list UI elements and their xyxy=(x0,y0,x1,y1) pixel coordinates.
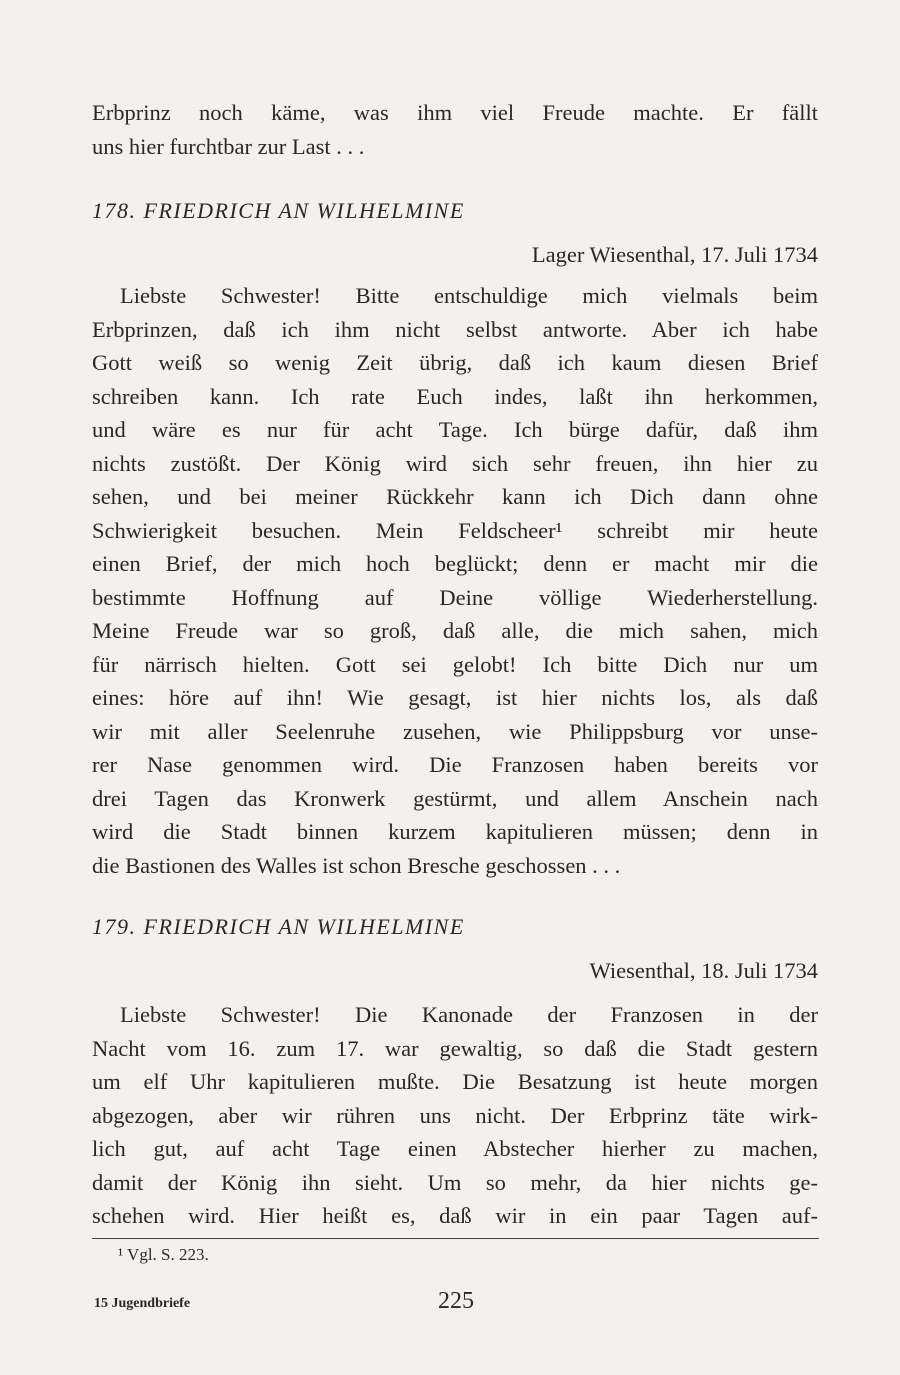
footnote: ¹ Vgl. S. 223. xyxy=(118,1245,209,1264)
text-line: schehen wird. Hier heißt es, daß wir in ein paar Tagen auf- xyxy=(92,1203,818,1228)
text-line: bestimmte Hoffnung auf Deine völlige Wiederherstellung. xyxy=(92,584,818,610)
text-line: Liebste Schwester! Die Kanonade der Franzosen in der xyxy=(120,1002,818,1027)
text-line: einen Brief, der mich hoch beglückt; denn er macht mir die xyxy=(92,551,818,576)
letter-date: Lager Wiesenthal, 17. Juli 1734 xyxy=(531,242,818,267)
text-line: lich gut, auf acht Tage einen Abstecher hierher zu machen, xyxy=(92,1136,818,1161)
text-line: und wäre es nur für acht Tage. Ich bürge dafür, daß ihm xyxy=(92,417,818,442)
text-line: nichts zustößt. Der König wird sich sehr freuen, ihn hier zu xyxy=(92,450,818,476)
letter-body xyxy=(92,998,818,1233)
signature-mark: 15 Jugendbriefe xyxy=(94,1296,191,1311)
text-line: uns hier furchtbar zur Last . . . xyxy=(92,133,365,159)
text-line: um elf Uhr kapitulieren mußte. Die Besatzung ist heute morgen xyxy=(92,1069,818,1094)
text-line: Erbprinzen, daß ich ihm nicht selbst antworte. Aber ich habe xyxy=(92,316,818,342)
text-line: drei Tagen das Kronwerk gestürmt, und allem Anschein nach xyxy=(92,785,818,811)
letter-heading: 178. FRIEDRICH AN WILHELMINE xyxy=(92,198,465,223)
text-line: Meine Freude war so groß, daß alle, die mich sahen, mich xyxy=(92,618,818,643)
text-line: schreiben kann. Ich rate Euch indes, laßt ihn herkommen, xyxy=(92,383,818,409)
text-line: eines: höre auf ihn! Wie gesagt, ist hier nichts los, als daß xyxy=(92,685,818,710)
text-line: damit der König ihn sieht. Um so mehr, da hier nichts ge- xyxy=(92,1169,818,1195)
text-line: die Bastionen des Walles ist schon Bresche geschossen . . . xyxy=(92,852,621,878)
text-line: für närrisch hielten. Gott sei gelobt! Ich bitte Dich nur um xyxy=(92,651,818,677)
intro-paragraph xyxy=(92,96,818,163)
letter-heading: 179. FRIEDRICH AN WILHELMINE xyxy=(92,914,465,939)
footnote-divider xyxy=(92,1238,819,1239)
text-line: abgezogen, aber wir rühren uns nicht. Der Erbprinz täte wirk- xyxy=(92,1102,818,1128)
text-line: Erbprinz noch käme, was ihm viel Freude machte. Er fällt xyxy=(92,100,818,125)
letter-body xyxy=(92,279,818,882)
text-line: sehen, und bei meiner Rückkehr kann ich Dich dann ohne xyxy=(92,484,818,509)
text-line: Gott weiß so wenig Zeit übrig, daß ich kaum diesen Brief xyxy=(92,350,818,375)
text-line: Nacht vom 16. zum 17. war gewaltig, so daß die Stadt gestern xyxy=(92,1035,818,1061)
text-line: wir mit aller Seelenruhe zusehen, wie Philippsburg vor unse- xyxy=(92,718,818,744)
text-line: rer Nase genommen wird. Die Franzosen haben bereits vor xyxy=(92,752,818,777)
page-number: 225 xyxy=(438,1288,474,1314)
text-line: Schwierigkeit besuchen. Mein Feldscheer¹ schreibt mir heute xyxy=(92,517,818,543)
text-line: Liebste Schwester! Bitte entschuldige mich vielmals beim xyxy=(120,283,818,308)
text-line: wird die Stadt binnen kurzem kapitulieren müssen; denn in xyxy=(92,819,818,844)
letter-date: Wiesenthal, 18. Juli 1734 xyxy=(589,958,818,983)
